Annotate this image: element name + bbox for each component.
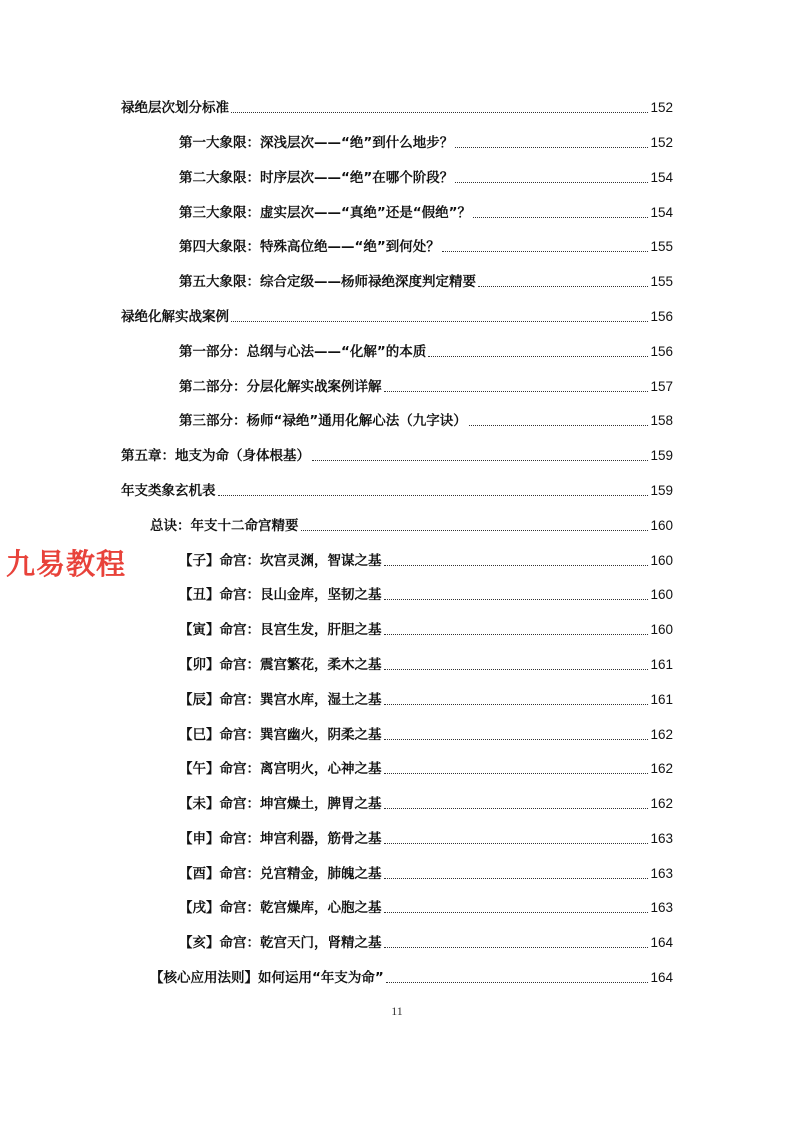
- toc-leader-dots: [442, 250, 649, 252]
- toc-entry-page: 159: [650, 483, 673, 498]
- toc-entry[interactable]: [179, 725, 673, 745]
- toc-entry[interactable]: [179, 168, 673, 188]
- toc-entry-label: 【子】命宫：坎宫灵渊，智谋之基: [179, 553, 382, 569]
- toc-entry[interactable]: [121, 98, 673, 118]
- toc-entry[interactable]: [179, 203, 673, 223]
- toc-entry-page: 163: [650, 866, 673, 881]
- toc-entry-label: 年支类象玄机表: [121, 483, 216, 499]
- toc-entry-page: 163: [650, 900, 673, 915]
- page-number: 11: [391, 1004, 403, 1018]
- toc-entry-label: 第三部分：杨师“禄绝”通用化解心法（九字诀）: [179, 413, 467, 429]
- toc-entry-label: 第三大象限：虚实层次——“真绝”还是“假绝”？: [179, 205, 471, 221]
- toc-entry[interactable]: [179, 864, 673, 884]
- toc-leader-dots: [428, 355, 648, 357]
- toc-leader-dots: [386, 981, 649, 983]
- toc-entry-page: 161: [650, 657, 673, 672]
- toc-entry-label: 【戌】命宫：乾宫燥库，心胞之基: [179, 900, 382, 916]
- toc-entry-page: 160: [650, 518, 673, 533]
- toc-leader-dots: [384, 877, 649, 879]
- toc-entry[interactable]: [179, 655, 673, 675]
- toc-entry-label: 【午】命宫：离宫明火，心神之基: [179, 761, 382, 777]
- toc-entry-page: 160: [650, 622, 673, 637]
- toc-entry-label: 第五章：地支为命（身体根基）: [121, 448, 310, 464]
- toc-leader-dots: [218, 494, 649, 496]
- toc-entry-page: 152: [650, 135, 673, 150]
- toc-leader-dots: [469, 424, 649, 426]
- toc-leader-dots: [384, 842, 649, 844]
- toc-entry-label: 第五大象限：综合定级——杨师禄绝深度判定精要: [179, 274, 476, 290]
- toc-leader-dots: [384, 564, 649, 566]
- toc-entry[interactable]: [179, 933, 673, 953]
- toc-entry-page: 155: [650, 274, 673, 289]
- toc-entry-label: 【酉】命宫：兑宫精金，肺魄之基: [179, 866, 382, 882]
- toc-entry-label: 【寅】命宫：艮宫生发，肝胆之基: [179, 622, 382, 638]
- toc-entry-label: 【辰】命宫：巽宫水库，湿土之基: [179, 692, 382, 708]
- toc-leader-dots: [231, 111, 648, 113]
- toc-entry-label: 第一部分：总纲与心法——“化解”的本质: [179, 344, 427, 360]
- toc-entry-page: 159: [650, 448, 673, 463]
- toc-entry[interactable]: [121, 481, 673, 501]
- toc-entry-page: 162: [650, 761, 673, 776]
- toc-entry-page: 155: [650, 239, 673, 254]
- toc-entry[interactable]: [179, 620, 673, 640]
- toc-entry-label: 禄绝化解实战案例: [121, 309, 229, 325]
- toc-entry-label: 第二部分：分层化解实战案例详解: [179, 379, 382, 395]
- toc-entry-page: 152: [650, 100, 673, 115]
- toc-leader-dots: [384, 598, 649, 600]
- toc-entry[interactable]: [179, 690, 673, 710]
- toc-entry[interactable]: [179, 759, 673, 779]
- toc-leader-dots: [455, 146, 648, 148]
- toc-entry[interactable]: [179, 794, 673, 814]
- toc-entry[interactable]: [179, 377, 673, 397]
- toc-entry[interactable]: [179, 411, 673, 431]
- toc-entry-page: 154: [650, 170, 673, 185]
- toc-entry-label: 第四大象限：特殊高位绝——“绝”到何处？: [179, 239, 440, 255]
- toc-entry-page: 164: [650, 935, 673, 950]
- toc-leader-dots: [384, 807, 649, 809]
- toc-entry-label: 【核心应用法则】如何运用“年支为命”: [150, 970, 384, 986]
- toc-entry-page: 156: [650, 344, 673, 359]
- toc-entry[interactable]: [150, 968, 673, 988]
- toc-leader-dots: [478, 285, 648, 287]
- toc-entry-label: 【卯】命宫：震宫繁花，柔木之基: [179, 657, 382, 673]
- toc-entry[interactable]: [179, 585, 673, 605]
- toc-entry[interactable]: [150, 516, 673, 536]
- toc-entry-label: 禄绝层次划分标准: [121, 100, 229, 116]
- toc-entry-page: 162: [650, 796, 673, 811]
- toc-leader-dots: [231, 320, 648, 322]
- toc-leader-dots: [384, 772, 649, 774]
- toc-entry[interactable]: [121, 307, 673, 327]
- toc-leader-dots: [384, 946, 649, 948]
- toc-entry-label: 【申】命宫：坤宫利器，筋骨之基: [179, 831, 382, 847]
- toc-entry-page: 154: [650, 205, 673, 220]
- toc-leader-dots: [384, 668, 649, 670]
- toc-entry-label: 【丑】命宫：艮山金库，坚韧之基: [179, 587, 382, 603]
- toc-entry[interactable]: [121, 446, 673, 466]
- toc-entry-label: 第一大象限：深浅层次——“绝”到什么地步？: [179, 135, 454, 151]
- toc-leader-dots: [312, 459, 648, 461]
- toc-leader-dots: [384, 633, 649, 635]
- toc-entry-page: 164: [650, 970, 673, 985]
- toc-entry-label: 【未】命宫：坤宫燥土，脾胃之基: [179, 796, 382, 812]
- toc-entry-label: 总诀：年支十二命宫精要: [150, 518, 299, 534]
- toc-entry[interactable]: [179, 133, 673, 153]
- toc-entry[interactable]: [179, 237, 673, 257]
- toc-entry-label: 【巳】命宫：巽宫幽火，阴柔之基: [179, 727, 382, 743]
- toc-entry-page: 163: [650, 831, 673, 846]
- toc-entry-page: 160: [650, 587, 673, 602]
- toc-entry[interactable]: [179, 342, 673, 362]
- toc-leader-dots: [384, 390, 649, 392]
- toc-leader-dots: [455, 181, 648, 183]
- toc-entry-label: 【亥】命宫：乾宫天门，肾精之基: [179, 935, 382, 951]
- toc-leader-dots: [384, 911, 649, 913]
- toc-entry-page: 162: [650, 727, 673, 742]
- toc-entry[interactable]: [179, 829, 673, 849]
- toc-entry-page: 157: [650, 379, 673, 394]
- toc-leader-dots: [473, 216, 648, 218]
- watermark-logo: 九易教程: [6, 547, 127, 581]
- toc-entry-page: 160: [650, 553, 673, 568]
- toc-entry-page: 156: [650, 309, 673, 324]
- toc-entry-page: 158: [650, 413, 673, 428]
- toc-leader-dots: [384, 738, 649, 740]
- toc-entry-page: 161: [650, 692, 673, 707]
- toc-leader-dots: [301, 529, 649, 531]
- toc-leader-dots: [384, 703, 649, 705]
- toc-entry[interactable]: [179, 272, 673, 292]
- toc-entry[interactable]: [179, 898, 673, 918]
- toc-entry-label: 第二大象限：时序层次——“绝”在哪个阶段？: [179, 170, 454, 186]
- toc-entry[interactable]: [179, 551, 673, 571]
